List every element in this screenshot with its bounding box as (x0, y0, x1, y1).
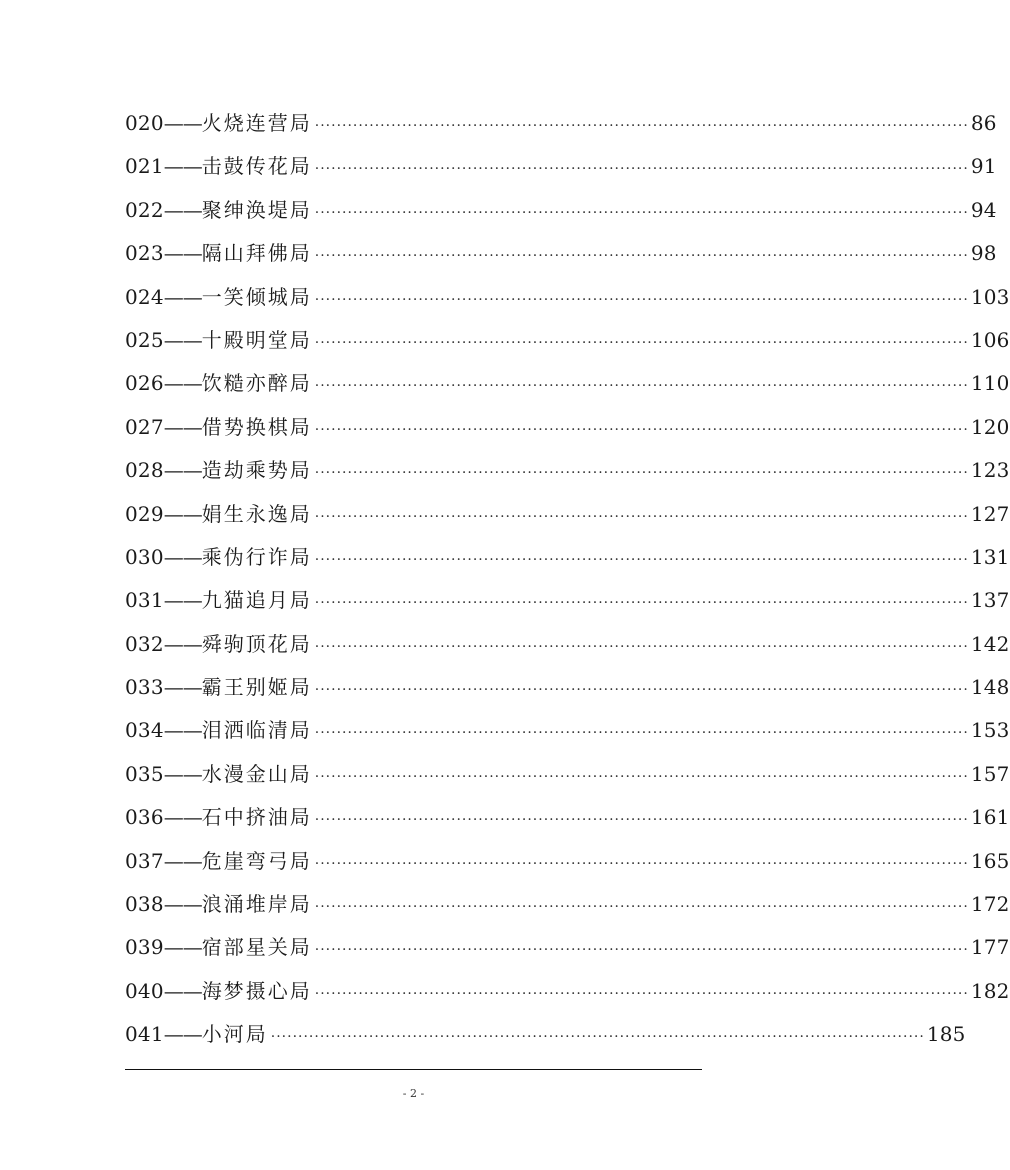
toc-entry-number: 022 (125, 197, 164, 222)
toc-entry-number: 030 (125, 544, 164, 569)
toc-entry[interactable] (125, 1013, 966, 1056)
toc-entry-page: 142 (970, 631, 1010, 656)
toc-entry-separator: —— (163, 718, 202, 743)
toc-entry-page: 131 (970, 544, 1010, 569)
toc-dot-leader: ························································································································ (314, 204, 969, 221)
toc-dot-leader: ························································································································ (314, 551, 969, 568)
table-of-contents (125, 102, 1010, 1057)
toc-entry-page: 161 (970, 805, 1010, 830)
toc-dot-leader: ························································································································ (314, 595, 969, 612)
toc-entry-title: 海梦摄心局 (201, 978, 312, 1003)
toc-entry-separator: —— (163, 935, 202, 960)
toc-entry-separator: —— (163, 848, 202, 873)
toc-entry-number: 040 (125, 978, 164, 1003)
toc-entry-separator: —— (163, 241, 202, 266)
toc-dot-leader: ························································································································ (314, 334, 969, 351)
toc-entry-title: 九猫追月局 (201, 588, 312, 613)
toc-entry-separator: —— (163, 414, 202, 439)
toc-entry-number: 031 (125, 588, 164, 613)
page-number: - 2 - (402, 1087, 425, 1100)
toc-entry-number: 025 (125, 327, 164, 352)
toc-entry[interactable] (125, 536, 1010, 579)
toc-entry-page: 165 (970, 848, 1010, 873)
toc-entry-separator: —— (163, 154, 202, 179)
toc-dot-leader: ························································································································ (270, 1029, 925, 1046)
toc-entry[interactable] (125, 276, 1010, 319)
toc-entry-page: 120 (970, 414, 1010, 439)
toc-entry[interactable] (125, 362, 1010, 405)
toc-entry[interactable] (125, 926, 1010, 969)
toc-entry-page: 86 (970, 111, 997, 135)
toc-entry-title: 十殿明堂局 (201, 327, 312, 352)
toc-entry-page: 91 (970, 154, 997, 179)
toc-entry-number: 020 (125, 111, 164, 135)
toc-entry[interactable] (125, 189, 997, 232)
footer-divider (125, 1069, 702, 1070)
toc-entry-title: 一笑倾城局 (201, 284, 312, 309)
toc-entry-title: 娟生永逸局 (201, 501, 312, 526)
toc-entry-title: 隔山拜佛局 (201, 241, 312, 266)
toc-dot-leader: ························································································································ (314, 291, 969, 308)
toc-entry-number: 038 (125, 892, 164, 917)
toc-entry-page: 185 (926, 1022, 966, 1047)
toc-dot-leader: ························································································································ (314, 682, 969, 699)
toc-entry-number: 037 (125, 848, 164, 873)
toc-entry[interactable] (125, 840, 1010, 883)
toc-entry-title: 借势换棋局 (201, 414, 312, 439)
toc-entry-page: 110 (970, 371, 1010, 396)
toc-dot-leader: ························································································································ (314, 899, 969, 916)
toc-entry-separator: —— (163, 327, 202, 352)
toc-entry-page: 123 (970, 458, 1010, 483)
toc-entry-number: 027 (125, 414, 164, 439)
toc-entry-number: 041 (125, 1022, 164, 1047)
toc-dot-leader: ························································································································ (314, 508, 969, 525)
toc-entry-separator: —— (163, 284, 202, 309)
toc-entry-page: 103 (970, 284, 1010, 309)
toc-dot-leader: ························································································································ (314, 855, 969, 872)
toc-dot-leader: ························································································································ (314, 248, 969, 265)
toc-entry-title: 霸王别姬局 (201, 675, 312, 700)
toc-entry-title: 造劫乘势局 (201, 458, 312, 483)
toc-entry-page: 157 (970, 761, 1010, 786)
toc-entry-page: 172 (970, 892, 1010, 917)
toc-dot-leader: ························································································································ (314, 812, 969, 829)
toc-entry[interactable] (125, 796, 1010, 839)
toc-entry-page: 137 (970, 588, 1010, 613)
toc-entry-page: 94 (970, 197, 997, 222)
toc-entry-number: 028 (125, 458, 164, 483)
toc-entry-separator: —— (163, 197, 202, 222)
toc-entry-separator: —— (163, 675, 202, 700)
toc-entry-page: 106 (970, 327, 1010, 352)
toc-entry-page: 98 (970, 241, 997, 266)
toc-entry[interactable] (125, 145, 997, 188)
toc-entry-title: 浪涌堆岸局 (201, 892, 312, 917)
toc-entry-separator: —— (163, 1022, 202, 1047)
toc-entry[interactable] (125, 102, 997, 145)
toc-entry[interactable] (125, 493, 1010, 536)
toc-entry[interactable] (125, 319, 1010, 362)
toc-entry-title: 聚绅涣堤局 (201, 197, 312, 222)
toc-dot-leader: ························································································································ (314, 421, 969, 438)
toc-entry[interactable] (125, 753, 1010, 796)
toc-entry-number: 039 (125, 935, 164, 960)
toc-entry-separator: —— (163, 588, 202, 613)
toc-entry[interactable] (125, 579, 1010, 622)
toc-entry[interactable] (125, 666, 1010, 709)
toc-entry-number: 023 (125, 241, 164, 266)
toc-entry-page: 182 (970, 978, 1010, 1003)
toc-entry-page: 148 (970, 675, 1010, 700)
toc-entry[interactable] (125, 709, 1010, 752)
toc-entry-title: 击鼓传花局 (201, 154, 312, 179)
toc-entry-title: 舜驹顶花局 (201, 631, 312, 656)
toc-entry[interactable] (125, 406, 1010, 449)
toc-dot-leader: ························································································································ (314, 725, 969, 742)
toc-entry-separator: —— (163, 978, 202, 1003)
toc-dot-leader: ························································································································ (314, 768, 969, 785)
toc-entry-separator: —— (163, 111, 202, 135)
toc-entry-number: 029 (125, 501, 164, 526)
toc-entry-title: 乘伪行诈局 (201, 544, 312, 569)
toc-dot-leader: ························································································································ (314, 378, 969, 395)
toc-entry-title: 饮糙亦醉局 (201, 371, 312, 396)
toc-entry-number: 021 (125, 154, 164, 179)
toc-dot-leader: ························································································································ (314, 942, 969, 959)
toc-entry-separator: —— (163, 371, 202, 396)
toc-entry[interactable] (125, 623, 1010, 666)
toc-entry-title: 小河局 (201, 1022, 268, 1047)
toc-entry-number: 032 (125, 631, 164, 656)
toc-entry-title: 水漫金山局 (201, 761, 312, 786)
toc-dot-leader: ························································································································ (314, 985, 969, 1002)
toc-entry-separator: —— (163, 761, 202, 786)
toc-entry[interactable] (125, 449, 1010, 492)
toc-entry-title: 泪洒临清局 (201, 718, 312, 743)
toc-entry-number: 034 (125, 718, 164, 743)
toc-entry-separator: —— (163, 892, 202, 917)
toc-entry-page: 153 (970, 718, 1010, 743)
toc-entry-title: 石中挤油局 (201, 805, 312, 830)
toc-entry[interactable] (125, 883, 1010, 926)
toc-dot-leader: ························································································································ (314, 118, 969, 134)
toc-entry-title: 宿部星关局 (201, 935, 312, 960)
toc-dot-leader: ························································································································ (314, 638, 969, 655)
toc-dot-leader: ························································································································ (314, 161, 969, 178)
toc-entry-number: 026 (125, 371, 164, 396)
toc-entry-number: 035 (125, 761, 164, 786)
toc-entry[interactable] (125, 232, 997, 275)
toc-entry-number: 033 (125, 675, 164, 700)
toc-dot-leader: ························································································································ (314, 465, 969, 482)
toc-entry-separator: —— (163, 631, 202, 656)
toc-entry-separator: —— (163, 501, 202, 526)
toc-entry-separator: —— (163, 458, 202, 483)
toc-entry[interactable] (125, 970, 1010, 1013)
toc-entry-title: 火烧连营局 (201, 111, 312, 135)
toc-entry-separator: —— (163, 544, 202, 569)
toc-entry-title: 危崖弯弓局 (201, 848, 312, 873)
toc-entry-number: 024 (125, 284, 164, 309)
toc-entry-number: 036 (125, 805, 164, 830)
toc-entry-separator: —— (163, 805, 202, 830)
toc-entry-page: 177 (970, 935, 1010, 960)
toc-entry-page: 127 (970, 501, 1010, 526)
